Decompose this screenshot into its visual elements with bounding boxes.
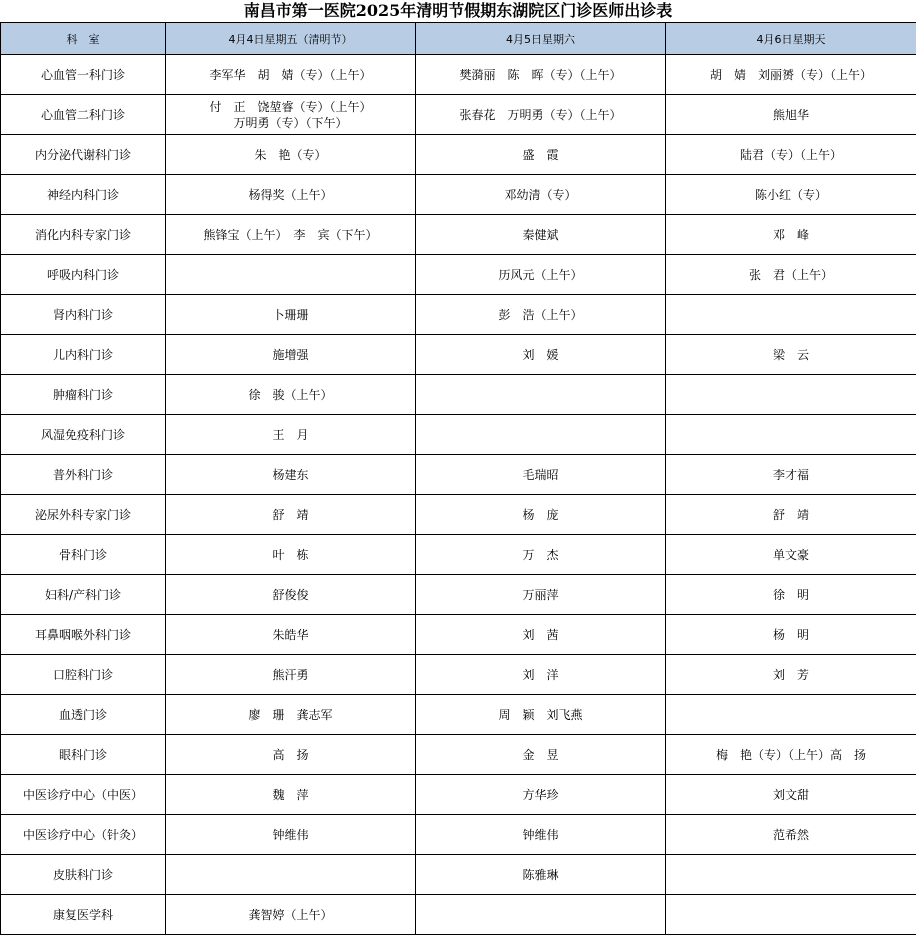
department-cell: 中医诊疗中心（中医）	[1, 775, 166, 815]
day1-cell: 叶 栋	[166, 535, 416, 575]
table-row	[1, 655, 916, 695]
table-row	[1, 95, 916, 135]
day3-cell: 单文豪	[666, 535, 916, 575]
day1-cell: 杨得奖（上午）	[166, 175, 416, 215]
day3-cell: 杨 明	[666, 615, 916, 655]
day1-cell: 舒俊俊	[166, 575, 416, 615]
table-row	[1, 855, 916, 895]
day1-cell: 朱 艳（专）	[166, 135, 416, 175]
table-row	[1, 775, 916, 815]
day3-cell: 徐 明	[666, 575, 916, 615]
table-row	[1, 615, 916, 655]
day1-line: 付 正 饶堃睿（专）（上午）	[209, 99, 372, 114]
page-title: 南昌市第一医院2025年清明节假期东湖院区门诊医师出诊表	[243, 1, 673, 20]
table-row	[1, 575, 916, 615]
day2-cell: 刘 茜	[416, 615, 666, 655]
day2-cell: 秦健斌	[416, 215, 666, 255]
day2-cell: 陈雅琳	[416, 855, 666, 895]
department-cell: 心血管二科门诊	[1, 95, 166, 135]
day2-cell: 周 颖 刘飞燕	[416, 695, 666, 735]
day1-cell	[166, 255, 416, 295]
day2-cell	[416, 895, 666, 935]
day1-cell: 钟维伟	[166, 815, 416, 855]
day3-cell	[666, 415, 916, 455]
day1-cell: 杨建东	[166, 455, 416, 495]
day3-cell: 刘 芳	[666, 655, 916, 695]
day3-cell: 范希然	[666, 815, 916, 855]
day2-cell: 盛 霞	[416, 135, 666, 175]
table-row	[1, 895, 916, 935]
day2-cell: 樊漪丽 陈 晖（专）（上午）	[416, 55, 666, 95]
table-row	[1, 135, 916, 175]
day3-cell: 邓 峰	[666, 215, 916, 255]
day2-cell: 邓幼清（专）	[416, 175, 666, 215]
day1-cell: 熊锋宝（上午） 李 宾（下午）	[166, 215, 416, 255]
day1-cell: 李军华 胡 婧（专）（上午）	[166, 55, 416, 95]
table-row	[1, 335, 916, 375]
day3-cell	[666, 295, 916, 335]
department-cell: 儿内科门诊	[1, 335, 166, 375]
table-row	[1, 695, 916, 735]
day3-cell: 舒 靖	[666, 495, 916, 535]
header-row	[1, 23, 916, 55]
day2-cell: 万 杰	[416, 535, 666, 575]
day1-cell: 熊汗勇	[166, 655, 416, 695]
header-day-3: 4月6日星期天	[666, 23, 916, 55]
day3-cell	[666, 855, 916, 895]
table-row	[1, 415, 916, 455]
day3-cell: 陆君（专）（上午）	[666, 135, 916, 175]
day3-cell: 李才福	[666, 455, 916, 495]
day2-cell	[416, 415, 666, 455]
day1-cell: 卜珊珊	[166, 295, 416, 335]
day1-cell: 龚智婷（上午）	[166, 895, 416, 935]
day3-cell: 陈小红（专）	[666, 175, 916, 215]
department-cell: 消化内科专家门诊	[1, 215, 166, 255]
department-cell: 风湿免疫科门诊	[1, 415, 166, 455]
table-row	[1, 175, 916, 215]
day1-cell: 徐 骏（上午）	[166, 375, 416, 415]
department-cell: 呼吸内科门诊	[1, 255, 166, 295]
day1-cell: 魏 萍	[166, 775, 416, 815]
day3-cell: 梁 云	[666, 335, 916, 375]
day2-cell: 杨 庞	[416, 495, 666, 535]
day3-cell: 熊旭华	[666, 95, 916, 135]
table-row	[1, 375, 916, 415]
department-cell: 皮肤科门诊	[1, 855, 166, 895]
department-cell: 口腔科门诊	[1, 655, 166, 695]
day1-cell: 廖 珊 龚志军	[166, 695, 416, 735]
day1-cell	[166, 855, 416, 895]
table-row	[1, 535, 916, 575]
day3-cell	[666, 695, 916, 735]
department-cell: 肾内科门诊	[1, 295, 166, 335]
day1-cell: 王 月	[166, 415, 416, 455]
day1-cell	[166, 95, 416, 135]
department-cell: 中医诊疗中心（针灸）	[1, 815, 166, 855]
table-row	[1, 735, 916, 775]
day2-cell: 张春花 万明勇（专）（上午）	[416, 95, 666, 135]
department-cell: 妇科/产科门诊	[1, 575, 166, 615]
table-row	[1, 495, 916, 535]
day2-cell: 彭 浩（上午）	[416, 295, 666, 335]
day2-cell: 刘 媛	[416, 335, 666, 375]
day3-cell	[666, 375, 916, 415]
schedule-body	[1, 55, 916, 935]
schedule-table	[0, 22, 916, 935]
department-cell: 眼科门诊	[1, 735, 166, 775]
table-row	[1, 295, 916, 335]
table-row	[1, 815, 916, 855]
day3-cell: 梅 艳（专）（上午）高 扬	[666, 735, 916, 775]
department-cell: 普外科门诊	[1, 455, 166, 495]
department-cell: 耳鼻咽喉外科门诊	[1, 615, 166, 655]
day1-cell: 施增强	[166, 335, 416, 375]
day1-line: 万明勇（专）（下午）	[233, 115, 348, 130]
day2-cell: 万丽萍	[416, 575, 666, 615]
day2-cell: 金 昱	[416, 735, 666, 775]
table-row	[1, 215, 916, 255]
department-cell: 泌尿外科专家门诊	[1, 495, 166, 535]
table-row	[1, 455, 916, 495]
day1-cell: 高 扬	[166, 735, 416, 775]
header-department: 科 室	[1, 23, 166, 55]
day1-cell: 舒 靖	[166, 495, 416, 535]
day1-cell: 朱皓华	[166, 615, 416, 655]
day2-cell: 钟维伟	[416, 815, 666, 855]
day3-cell	[666, 895, 916, 935]
day2-cell	[416, 375, 666, 415]
day2-cell: 历风元（上午）	[416, 255, 666, 295]
department-cell: 内分泌代谢科门诊	[1, 135, 166, 175]
department-cell: 神经内科门诊	[1, 175, 166, 215]
header-day-1: 4月4日星期五（清明节）	[166, 23, 416, 55]
day2-cell: 刘 洋	[416, 655, 666, 695]
department-cell: 康复医学科	[1, 895, 166, 935]
day3-cell: 刘文甜	[666, 775, 916, 815]
department-cell: 心血管一科门诊	[1, 55, 166, 95]
table-row	[1, 255, 916, 295]
day3-cell: 胡 婧 刘丽赟（专）（上午）	[666, 55, 916, 95]
day2-cell: 毛瑞昭	[416, 455, 666, 495]
day2-cell: 方华珍	[416, 775, 666, 815]
day3-cell: 张 君（上午）	[666, 255, 916, 295]
table-row	[1, 55, 916, 95]
department-cell: 骨科门诊	[1, 535, 166, 575]
department-cell: 肿瘤科门诊	[1, 375, 166, 415]
department-cell: 血透门诊	[1, 695, 166, 735]
header-day-2: 4月5日星期六	[416, 23, 666, 55]
